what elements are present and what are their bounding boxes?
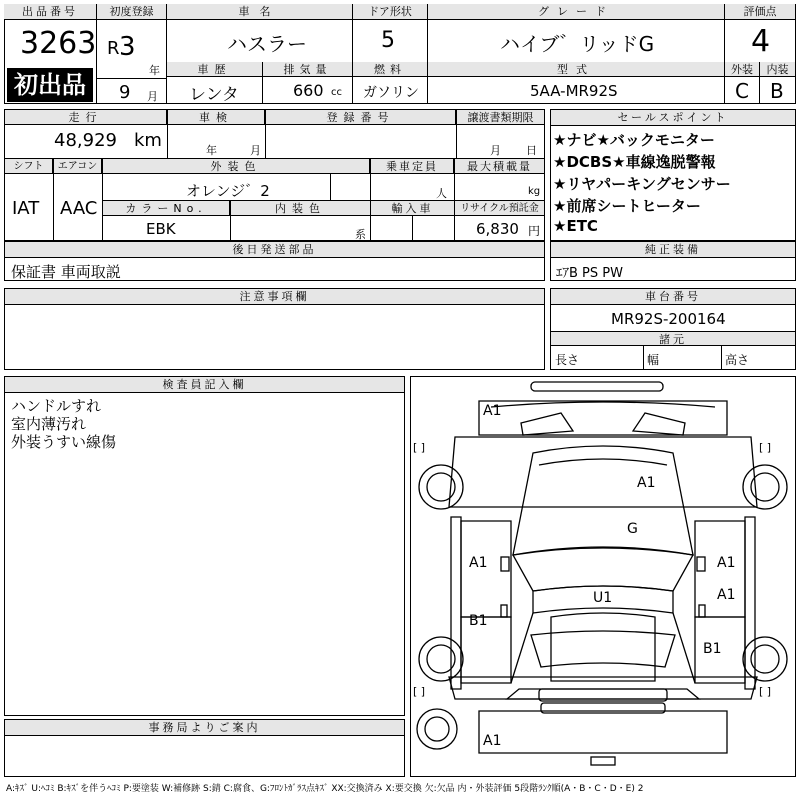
equipment-label: 純正装備 xyxy=(551,242,795,258)
history-value: レンタ xyxy=(189,85,239,105)
inspection-label: 車検 xyxy=(168,110,265,125)
ext-label: 外装 xyxy=(725,62,759,77)
import-label: 輸入車 xyxy=(371,201,454,216)
bracket-front-right: [ ] xyxy=(759,441,772,454)
mark-right-rear-fender: B1 xyxy=(703,641,722,657)
shift-value: IAT xyxy=(12,198,40,219)
mark-front-bumper: A1 xyxy=(483,403,502,419)
shift-label: シフト xyxy=(5,159,53,174)
score-value: 4 xyxy=(751,24,771,59)
damage-diagram xyxy=(410,376,796,777)
month-unit: 月 xyxy=(147,90,158,103)
sales-item-1: ★ナビ★バックモニター xyxy=(553,131,715,149)
int-score: B xyxy=(770,79,784,103)
load-unit: kg xyxy=(528,186,541,197)
mark-rear-bumper: A1 xyxy=(483,733,502,749)
exterior-value: オレンジ゛2 xyxy=(186,182,270,200)
sales-block xyxy=(550,109,796,241)
lot-number: 3263 xyxy=(20,26,97,61)
mark-right-front-door: A1 xyxy=(717,555,736,571)
mark-left-front-door: A1 xyxy=(469,555,488,571)
exterior-label: 外装色 xyxy=(103,159,370,174)
model-value: 5AA-MR92S xyxy=(530,82,618,100)
model-label: 型式 xyxy=(428,62,724,77)
ext-cell xyxy=(725,62,760,104)
bracket-front-left: [ ] xyxy=(413,441,426,454)
chassis-label: 車台番号 xyxy=(551,289,795,305)
inspection-year-unit: 年 xyxy=(206,144,217,157)
cc-unit: cc xyxy=(331,87,342,98)
sales-item-5: ★ETC xyxy=(553,217,598,235)
score-cell xyxy=(725,4,796,62)
fuel-value: ガソリン xyxy=(363,85,419,101)
door-value: 5 xyxy=(381,28,395,53)
lot-cell xyxy=(4,4,97,104)
door-cell xyxy=(353,4,428,62)
grade-cell xyxy=(428,4,725,62)
mark-roof: U1 xyxy=(593,590,613,606)
car-outline-diagram xyxy=(411,377,795,776)
specs-block xyxy=(4,109,545,241)
inspector-note-1: ハンドルすれ xyxy=(11,397,102,415)
dims-length: 長さ xyxy=(555,353,580,367)
sales-label: セールスポイント xyxy=(551,110,795,126)
int-label: 内装 xyxy=(760,62,795,77)
fuel-cell xyxy=(353,62,428,104)
score-label: 評価点 xyxy=(725,4,795,20)
ext-score: C xyxy=(735,79,749,103)
chassis-value: MR92S-200164 xyxy=(611,310,726,328)
notes-block xyxy=(4,288,545,370)
door-label: ドア形状 xyxy=(353,4,427,20)
office-block xyxy=(4,719,405,777)
history-cell xyxy=(167,62,263,104)
load-label: 最大積載量 xyxy=(455,159,544,174)
mark-left-rear-door: B1 xyxy=(469,613,488,629)
grade-value: ハイブ゛リッドG xyxy=(500,32,655,56)
mark-windshield: G xyxy=(627,521,638,537)
later-parts-label: 後日発送部品 xyxy=(5,242,544,258)
mileage-value: 48,929 xyxy=(54,130,117,151)
office-label: 事務局よりご案内 xyxy=(5,720,404,736)
history-label: 車歴 xyxy=(167,62,262,77)
dims-label: 諸元 xyxy=(551,331,795,346)
dims-width: 幅 xyxy=(647,353,660,367)
recycle-label: リサイクル預託金 xyxy=(455,201,544,216)
later-parts-block xyxy=(4,241,545,281)
interior-unit: 系 xyxy=(355,228,366,241)
registration-cell xyxy=(97,4,167,104)
recycle-unit: 円 xyxy=(528,224,541,238)
first-listing-badge: 初出品 xyxy=(7,68,93,102)
int-cell xyxy=(760,62,796,104)
later-parts-value: 保証書 車両取説 xyxy=(11,263,121,281)
lot-label: 出品番号 xyxy=(4,4,96,20)
reg-year: 3 xyxy=(119,32,136,62)
reg-era: R xyxy=(107,38,120,59)
ac-value: AAC xyxy=(60,198,98,219)
displacement-label: 排気量 xyxy=(263,62,352,77)
inspector-block xyxy=(4,376,405,716)
inspector-note-2: 室内薄汚れ xyxy=(11,415,87,433)
notes-label: 注意事項欄 xyxy=(5,289,544,305)
equipment-block xyxy=(550,241,796,281)
mark-hood: A1 xyxy=(637,475,656,491)
reg-month: 9 xyxy=(119,82,131,103)
mileage-label: 走行 xyxy=(5,110,167,125)
colorno-value: EBK xyxy=(146,220,176,238)
damage-legend: A:ｷｽﾞ U:ﾍｺﾐ B:ｷｽﾞを伴うﾍｺﾐ P:要塗装 W:補修跡 S:錆 C:腐食、G:ﾌﾛﾝﾄｶﾞﾗｽ点ｷｽﾞ XX:交換済み X:要交換 欠:欠品 内・外装評価 5段階ﾗﾝｸ順(A・B・C・D・E) 2 xyxy=(6,784,644,794)
bracket-rear-right: [ ] xyxy=(759,685,772,698)
year-unit: 年 xyxy=(149,64,160,77)
car-name-cell xyxy=(167,4,353,62)
inspector-label: 検査員記入欄 xyxy=(5,377,404,393)
bracket-rear-left: [ ] xyxy=(413,685,426,698)
equipment-value: ｴｱB PS PW xyxy=(556,266,623,281)
dims-height: 高さ xyxy=(725,353,750,367)
displacement-value: 660 xyxy=(293,81,324,100)
transfer-month: 月 xyxy=(490,144,501,157)
model-cell xyxy=(428,62,725,104)
recycle-value: 6,830 xyxy=(476,220,519,238)
fuel-label: 燃料 xyxy=(353,62,427,77)
capacity-unit: 人 xyxy=(436,187,447,200)
transfer-label: 譲渡書類期限 xyxy=(457,110,544,125)
inspector-note-3: 外装うすい線傷 xyxy=(11,433,117,451)
capacity-label: 乗車定員 xyxy=(371,159,454,174)
chassis-block xyxy=(550,288,796,370)
ac-label: エアコン xyxy=(54,159,102,174)
car-name: ハスラー xyxy=(227,32,307,56)
mark-right-rear-door: A1 xyxy=(717,587,736,603)
regno-label: 登録番号 xyxy=(266,110,456,125)
sales-item-2: ★DCBS★車線逸脱警報 xyxy=(553,153,716,171)
transfer-day: 日 xyxy=(526,144,537,157)
interior-label: 内装色 xyxy=(231,201,370,216)
sales-item-3: ★リヤパーキングセンサー xyxy=(553,175,731,193)
sales-item-4: ★前席シートヒーター xyxy=(553,197,701,215)
colorno-label: カラーNo. xyxy=(103,201,230,216)
car-name-label: 車名 xyxy=(167,4,352,20)
inspection-month-unit: 月 xyxy=(250,144,261,157)
km-unit: km xyxy=(134,130,162,151)
registration-label: 初度登録 xyxy=(97,4,166,20)
grade-label: グレード xyxy=(428,4,724,20)
displacement-cell xyxy=(263,62,353,104)
